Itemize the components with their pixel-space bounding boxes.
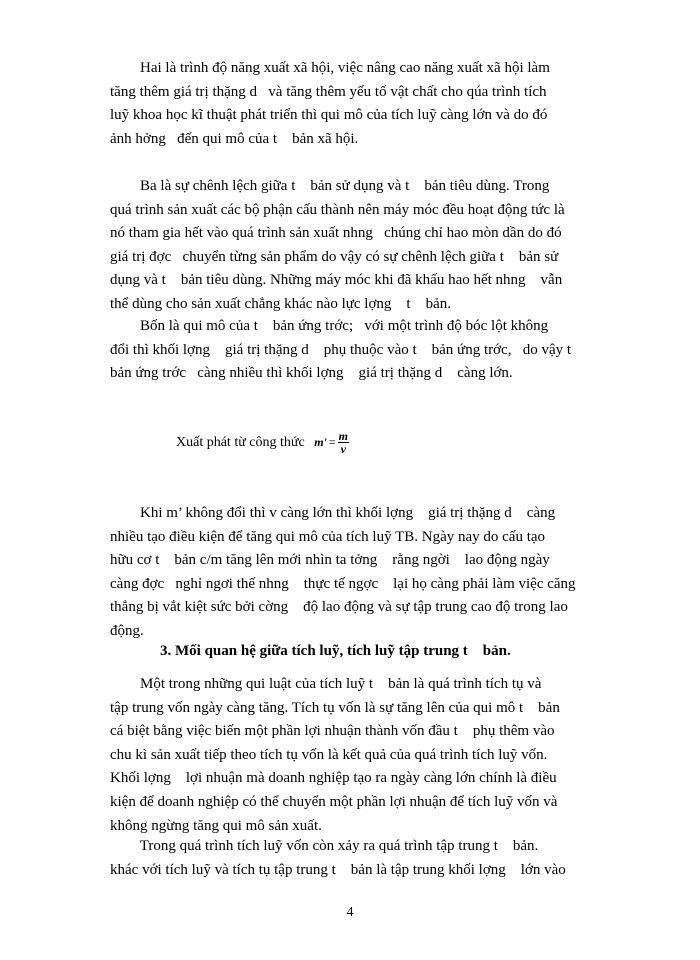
text-line: đổi thì khối lợng giá trị thặng d phụ thuộc vào t bản ứng trớc, do vậy t <box>110 341 572 358</box>
text-line: nhiều tạo điều kiện để tăng qui mô của tích luỹ TB. Ngày nay do cấu tạo <box>110 528 546 545</box>
text-line: thẳng bị vắt kiệt sức bởi cờng độ lao động và sự tập trung cao độ trong lao <box>110 599 568 616</box>
formula-label: Xuất phát từ công thức <box>176 434 305 450</box>
text-line: không ngừng tăng qui mô sản xuất. <box>110 817 322 834</box>
page-number: 4 <box>346 905 354 920</box>
formula-numerator: m <box>338 429 348 443</box>
text-line: tập trung vốn ngày càng tăng. Tích tụ vốn là sự tăng lên của qui mô t bản <box>110 699 560 716</box>
text-line: Bốn là qui mô của t bản ứng trớc; với một trình độ bóc lột không <box>110 318 549 334</box>
text-line: Khi m’ không đổi thì v càng lớn thì khối lợng giá trị thặng d càng <box>110 505 556 521</box>
surplus-rate-formula <box>314 430 349 455</box>
text-line: Khối lợng lợi nhuận mà doanh nghiệp tạo ra ngày càng lớn chính là điều <box>110 770 557 787</box>
formula-denominator: v <box>340 442 346 456</box>
text-line: ảnh hởng đến qui mô của t bản xã hội. <box>110 130 359 147</box>
paragraph-accumulation <box>110 673 618 838</box>
text-line: nó tham gia hết vào quá trình sản xuất nhng chúng chỉ hao mòn dần do đó <box>110 225 562 242</box>
formula-lhs: m' <box>314 435 327 449</box>
text-line: bản ứng trớc càng nhiều thì khối lợng giá trị thặng d càng lớn. <box>110 365 513 382</box>
paragraph-concentration <box>110 835 618 882</box>
text-line: thể dùng cho sản xuất chẳng khác nào lực lợng t bản. <box>110 295 451 312</box>
paragraph-capital-difference <box>110 175 618 317</box>
paragraph-variable-capital <box>110 502 618 644</box>
text-line: quá trình sản xuất các bộ phận cấu thành nên máy móc đều hoạt động tức là <box>110 201 565 218</box>
text-line: luỹ khoa học kĩ thuật phát triển thì qui mô của tích luỹ càng lớn và do đó <box>110 107 548 124</box>
text-line: Một trong những qui luật của tích luỹ t bản là quá trình tích tụ và <box>110 676 542 692</box>
text-line: Hai là trình độ năng xuất xã hội, việc nâng cao năng xuất xã hội làm <box>110 60 550 76</box>
text-line: kiện để doanh nghiệp có thể chuyển một phần lợi nhuận để tích luỹ vốn và <box>110 793 558 810</box>
text-line: cá biệt bằng việc biến một phần lợi nhuận thành vốn đầu t phụ thêm vào <box>110 723 555 740</box>
text-line: dụng và t bản tiêu dùng. Những máy móc khi đã khấu hao hết nhng vẫn <box>110 272 563 289</box>
formula-equals: = <box>328 435 336 449</box>
paragraph-advanced-capital <box>110 315 618 386</box>
text-line: tăng thêm giá trị thặng d và tăng thêm yếu tố vật chất cho qúa trình tích <box>110 83 547 100</box>
formula-block <box>176 430 349 460</box>
text-line: Ba là sự chênh lệch giữa t bản sử dụng và t bản tiêu dùng. Trong <box>110 178 550 194</box>
formula-fraction <box>338 430 349 455</box>
text-line: hữu cơ t bản c/m tăng lên mới nhìn ta tởng rằng ngời lao động ngày <box>110 552 550 569</box>
text-line: Trong quá trình tích luỹ vốn còn xảy ra quá trình tập trung t bản. <box>110 838 539 854</box>
text-line: chu kì sản xuất tiếp theo tích tụ vốn là kết quả của quá trình tích luỹ vốn. <box>110 746 548 763</box>
section-heading: 3. Mối quan hệ giữa tích luỹ, tích luỹ tập trung t bản. <box>160 643 511 659</box>
text-line: khác với tích luỹ và tích tụ tập trung t bản là tập trung khối lợng lớn vào <box>110 861 566 878</box>
paragraph-productivity <box>110 57 618 151</box>
text-line: giá trị đợc chuyển từng sản phẩm do vậy có sự chênh lệch giữa t bản sử <box>110 248 559 265</box>
text-line: càng đợc nghỉ ngơi thế nhng thực tế ngợc lại họ càng phải làm việc căng <box>110 575 576 592</box>
text-line: động. <box>110 622 144 639</box>
